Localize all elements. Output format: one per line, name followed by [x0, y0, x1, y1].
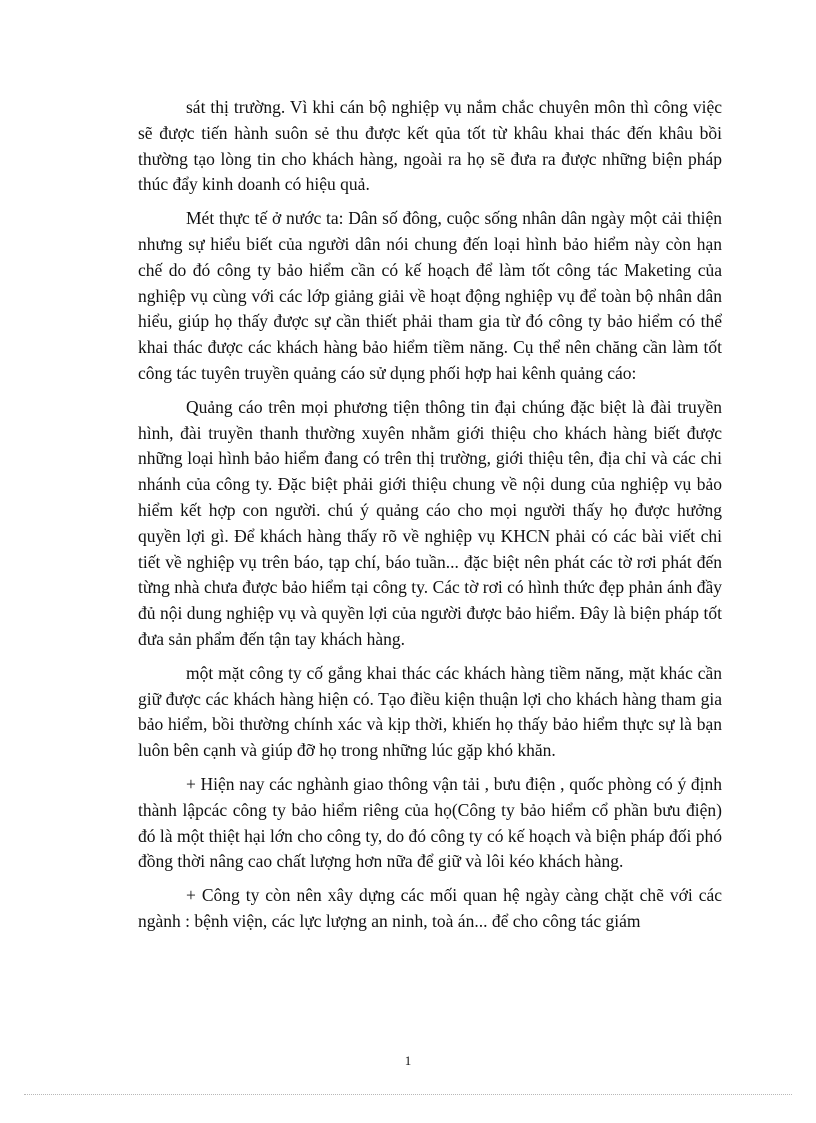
paragraph-6: + Công ty còn nên xây dựng các mối quan hệ ngày càng chặt chẽ với các ngành : bệnh viện, các lực lượng an ninh, toà án... để cho công tác giám	[138, 885, 722, 931]
paragraph-5: + Hiện nay các nghành giao thông vận tải , bưu điện , quốc phòng có ý định thành lậpcác công ty bảo hiểm riêng của họ(Công ty bảo hiểm cổ phần bưu điện) đó là một thiệt hại lớn cho công ty, do đó công ty có kế hoạch và biện pháp đối phó đồng thời nâng cao chất lượng hơn nữa để giữ và lôi kéo khách hàng.	[138, 773, 722, 872]
paragraph-2: Mét thực tế ở nước ta: Dân số đông, cuộc sống nhân dân ngày một cải thiện nhưng sự hiểu biết của người dân nói chung đến loại hình bảo hiểm này còn hạn chế do đó công ty bảo hiểm cần có kế hoạch để làm tốt công tác Maketing của nghiệp vụ cùng với các lớp giảng giải về hoạt động nghiệp vụ để toàn bộ nhân dân hiểu, giúp họ thấy được sự cần thiết phải tham gia từ đó công ty bảo hiểm có thể khai thác được các khách hàng bảo hiểm tiềm năng. Cụ thể nên chăng cần làm tốt công tác tuyên truyền quảng cáo sử dụng phối hợp hai kênh quảng cáo:	[138, 208, 722, 383]
page-number: 1	[404, 1053, 412, 1068]
document-body	[138, 95, 722, 943]
paragraph-1: sát thị trường. Vì khi cán bộ nghiệp vụ nắm chắc chuyên môn thì công việc sẽ được tiến hành suôn sẻ thu được kết qủa tốt từ khâu khai thác đến khâu bồi thường tạo lòng tin cho khách hàng, ngoài ra họ sẽ đưa ra được những biện pháp thúc đẩy kinh doanh có hiệu quả.	[138, 97, 722, 195]
paragraph-3: Quảng cáo trên mọi phương tiện thông tin đại chúng đặc biệt là đài truyền hình, đài truyền thanh thường xuyên nhằm giới thiệu cho khách hàng biết được những loại hình bảo hiểm đang có trên thị trường, giới thiệu tên, địa chỉ và các chi nhánh của công ty. Đặc biệt phải giới thiệu chung về nội dung của nghiệp vụ bảo hiểm kết hợp con người. chú ý quảng cáo cho mọi người thấy họ được hưởng quyền lợi gì. Để khách hàng thấy rõ về nghiệp vụ KHCN phải có các bài viết chi tiết về nghiệp vụ trên báo, tạp chí, báo tuần... đặc biệt nên phát các tờ rơi phát đến từng nhà chưa được bảo hiểm tại công ty. Các tờ rơi có hình thức đẹp phản ánh đầy đủ nội dung nghiệp vụ và quyền lợi của người được bảo hiểm. Đây là biện pháp tốt đưa sản phẩm đến tận tay khách hàng.	[138, 396, 722, 649]
page-bottom-divider	[24, 1094, 792, 1095]
paragraph-4: một mặt công ty cố gắng khai thác các khách hàng tiềm năng, mặt khác cần giữ được các khách hàng hiện có. Tạo điều kiện thuận lợi cho khách hàng tham gia bảo hiểm, bồi thường chính xác và kịp thời, khiến họ thấy bảo hiểm thực sự là bạn luôn bên cạnh và giúp đỡ họ trong những lúc gặp khó khăn.	[138, 662, 722, 761]
